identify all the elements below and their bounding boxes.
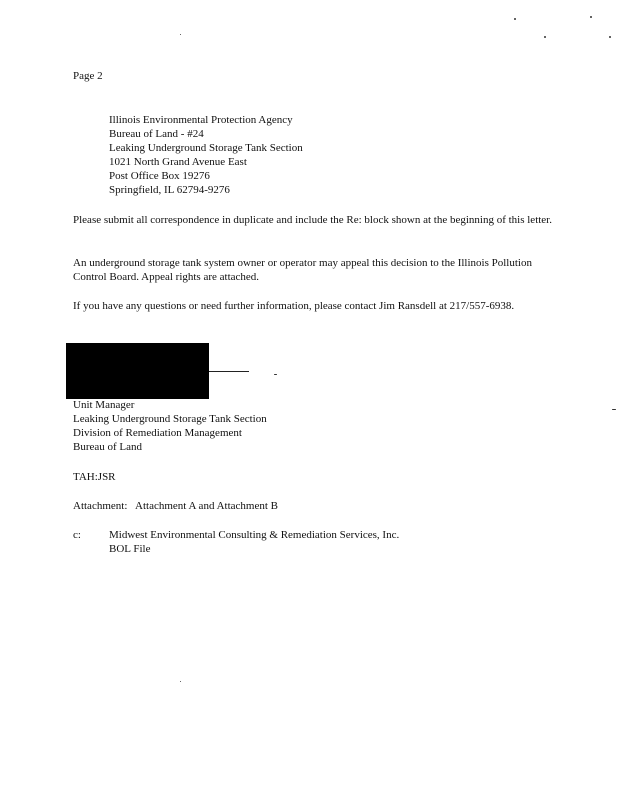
address-line: Springfield, IL 62794-9276 <box>109 184 230 196</box>
address-line: Leaking Underground Storage Tank Section <box>109 142 303 154</box>
cc-label: c: <box>73 529 81 541</box>
address-line: Post Office Box 19276 <box>109 170 210 182</box>
cc-line: Midwest Environmental Consulting & Remediation Services, Inc. <box>109 529 400 541</box>
signature-title: Unit Manager <box>73 399 135 411</box>
address-block <box>109 113 303 197</box>
scan-speck <box>609 36 611 38</box>
page-number: Page 2 <box>73 70 103 82</box>
address-line: 1021 North Grand Avenue East <box>109 156 247 168</box>
signature-stroke <box>209 371 249 372</box>
signature-line: Division of Remediation Management <box>73 427 242 439</box>
address-line: Bureau of Land - #24 <box>109 128 204 140</box>
scan-speck <box>180 34 181 35</box>
initials: TAH:JSR <box>73 471 116 483</box>
attachment-line: Attachment: Attachment A and Attachment B <box>73 500 278 512</box>
scan-speck <box>544 36 546 38</box>
address-line: Illinois Environmental Protection Agency <box>109 114 293 126</box>
scan-speck <box>612 409 616 410</box>
appeal-paragraph: An underground storage tank system owner or operator may appeal this decision to the Illinois Pollution Control Board. Appeal rights are attached. <box>73 257 532 283</box>
signature-line: Leaking Underground Storage Tank Section <box>73 413 267 425</box>
cc-block <box>109 528 399 556</box>
signature-line: Bureau of Land <box>73 441 143 453</box>
cc-line: BOL File <box>109 543 151 555</box>
scan-speck <box>274 374 277 375</box>
questions-paragraph: If you have any questions or need further information, please contact Jim Ransdell at 217/557-6938. <box>73 300 515 312</box>
signature-block <box>73 398 267 454</box>
scan-speck <box>514 18 516 20</box>
scan-speck <box>180 681 181 682</box>
submit-paragraph: Please submit all correspondence in duplicate and include the Re: block shown at the beginning of this letter. <box>73 214 552 226</box>
scan-speck <box>590 16 592 18</box>
redacted-signature <box>66 343 209 399</box>
